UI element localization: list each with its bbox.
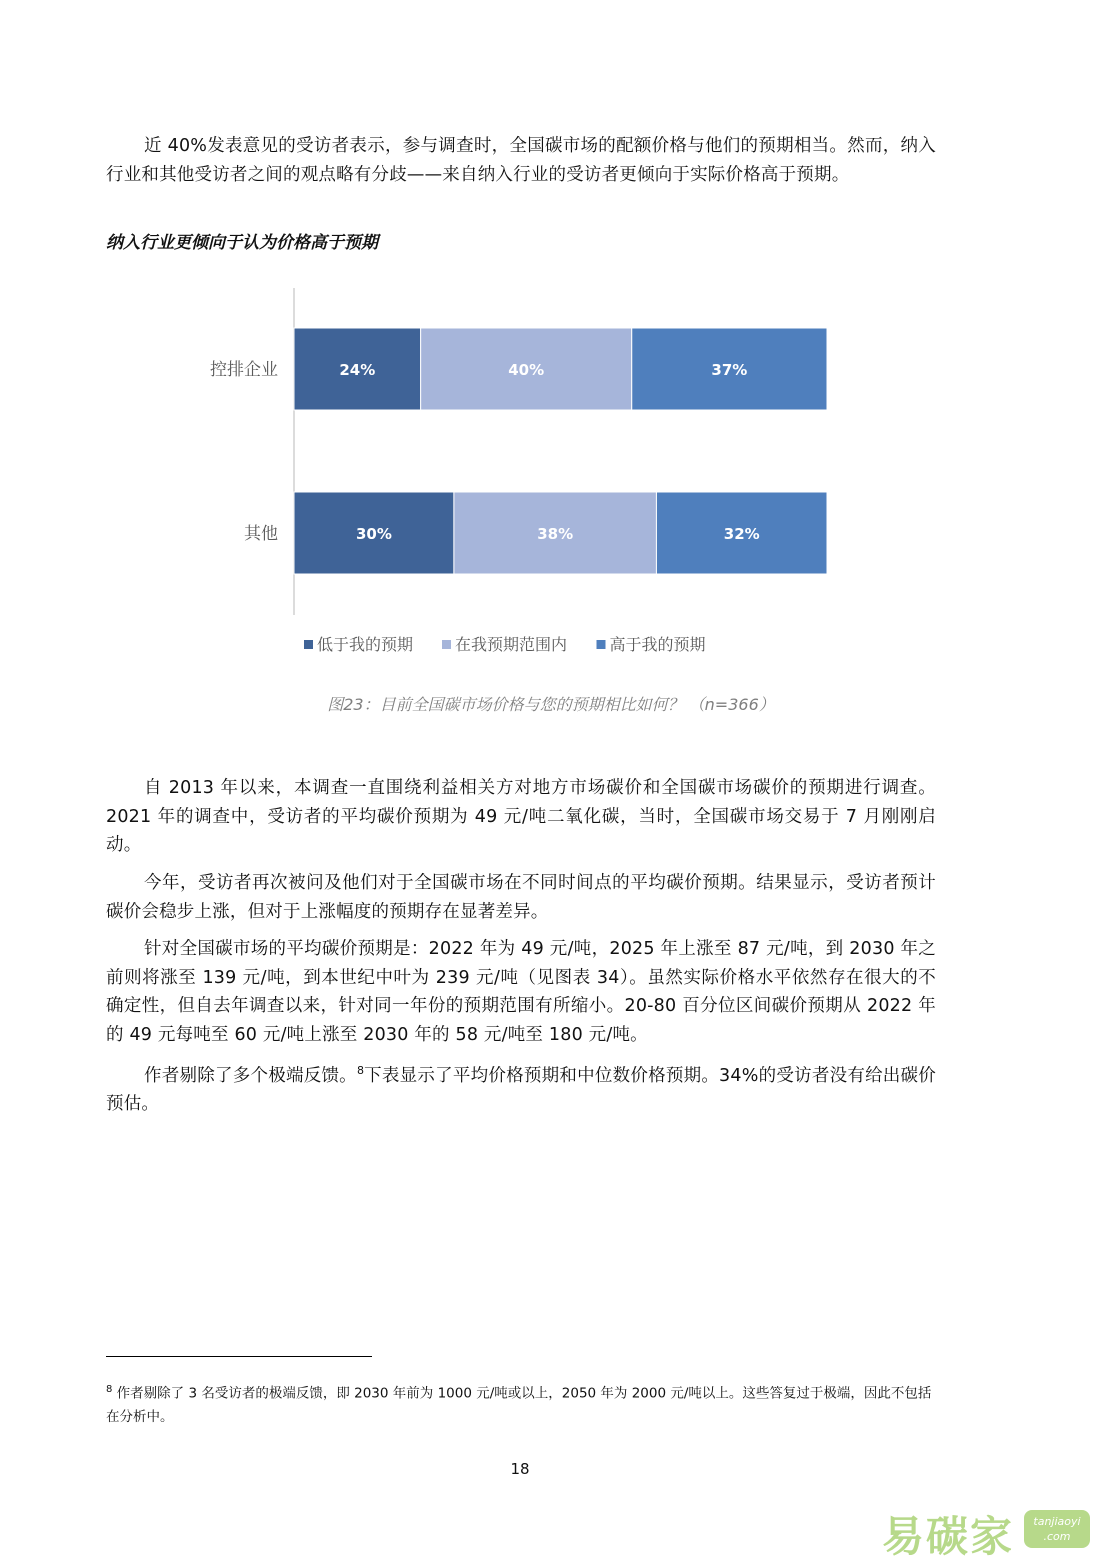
data-label: 24% <box>339 361 376 379</box>
footnote <box>106 1378 936 1429</box>
paragraph-this-year: 今年，受访者再次被问及他们对于全国碳市场在不同时间点的平均碳价预期。结果显示，受访者预计碳价会稳步上涨，但对于上涨幅度的预期存在显著差异。 <box>106 873 936 922</box>
footnote-divider <box>106 1356 372 1357</box>
figure-caption: 图23：目前全国碳市场价格与您的预期相比如何？ （n=366） <box>327 695 775 714</box>
watermark-logo <box>882 1504 1092 1561</box>
paragraph-price-expectations: 针对全国碳市场的平均碳价预期是：2022 年为 49 元/吨，2025 年上涨至 87 元/吨，到 2030 年之前则将涨至 139 元/吨，到本世纪中叶为 239 元/吨（见图表 34）。虽然实际价格水平依然存在很大的不确定性，但自去年调查以来，针对同一年份的预期范围有所缩小。20-80 百分位区间碳价预期从 2022 年的 49 元每吨至 60 元/吨上涨至 2030 年的 58 元/吨至 180 元/吨。 <box>106 939 936 1045</box>
legend-label: 低于我的预期 <box>317 635 414 654</box>
data-label: 32% <box>723 525 760 543</box>
data-label: 30% <box>355 525 392 543</box>
paragraph-survey-history: 自 2013 年以来，本调查一直围绕利益相关方对地方市场碳价和全国碳市场碳价的预期进行调查。2021 年的调查中，受访者的平均碳价预期为 49 元/吨二氧化碳，当时，全国碳市场交易于 7 月刚刚启动。 <box>106 778 936 855</box>
footnote-ref[interactable]: 8 <box>356 1064 365 1077</box>
footnote-text: 作者剔除了 3 名受访者的极端反馈，即 2030 年前为 1000 元/吨或以上，2050 年为 2000 元/吨以上。这些答复过于极端，因此不包括在分析中。 <box>106 1385 932 1425</box>
paragraph-extreme-responses <box>106 1057 936 1119</box>
p5-text-before: 作者剔除了多个极端反馈。 <box>144 1065 357 1086</box>
data-label: 38% <box>537 525 574 543</box>
category-label: 控排企业 <box>210 360 278 380</box>
paragraph-intro: 近 40%发表意见的受访者表示，参与调查时，全国碳市场的配额价格与他们的预期相当。然而，纳入行业和其他受访者之间的观点略有分歧——来自纳入行业的受访者更倾向于实际价格高于预期。 <box>106 136 936 185</box>
footnote-number: 8 <box>106 1384 113 1395</box>
watermark-text: 易碳家 <box>882 1512 1015 1561</box>
stacked-bar-chart <box>190 280 890 680</box>
page-number: 18 <box>510 1460 530 1478</box>
legend-swatch <box>304 640 313 649</box>
data-label: 37% <box>711 361 748 379</box>
legend-swatch <box>442 640 451 649</box>
watermark-badge-line1: tanjiaoyi <box>1033 1515 1081 1528</box>
chart-heading: 纳入行业更倾向于认为价格高于预期 <box>106 233 378 253</box>
p5-text-after: 下表显示了平均价格预期和中位数价格预期。34%的受访者没有给出碳价预估。 <box>106 1065 936 1115</box>
legend-label: 高于我的预期 <box>609 635 706 654</box>
category-label: 其他 <box>244 524 278 544</box>
watermark-badge <box>1024 1510 1090 1548</box>
watermark-badge-line2: .com <box>1043 1530 1071 1543</box>
legend-swatch <box>597 640 606 649</box>
data-label: 40% <box>508 361 545 379</box>
legend-label: 在我预期范围内 <box>455 635 568 654</box>
